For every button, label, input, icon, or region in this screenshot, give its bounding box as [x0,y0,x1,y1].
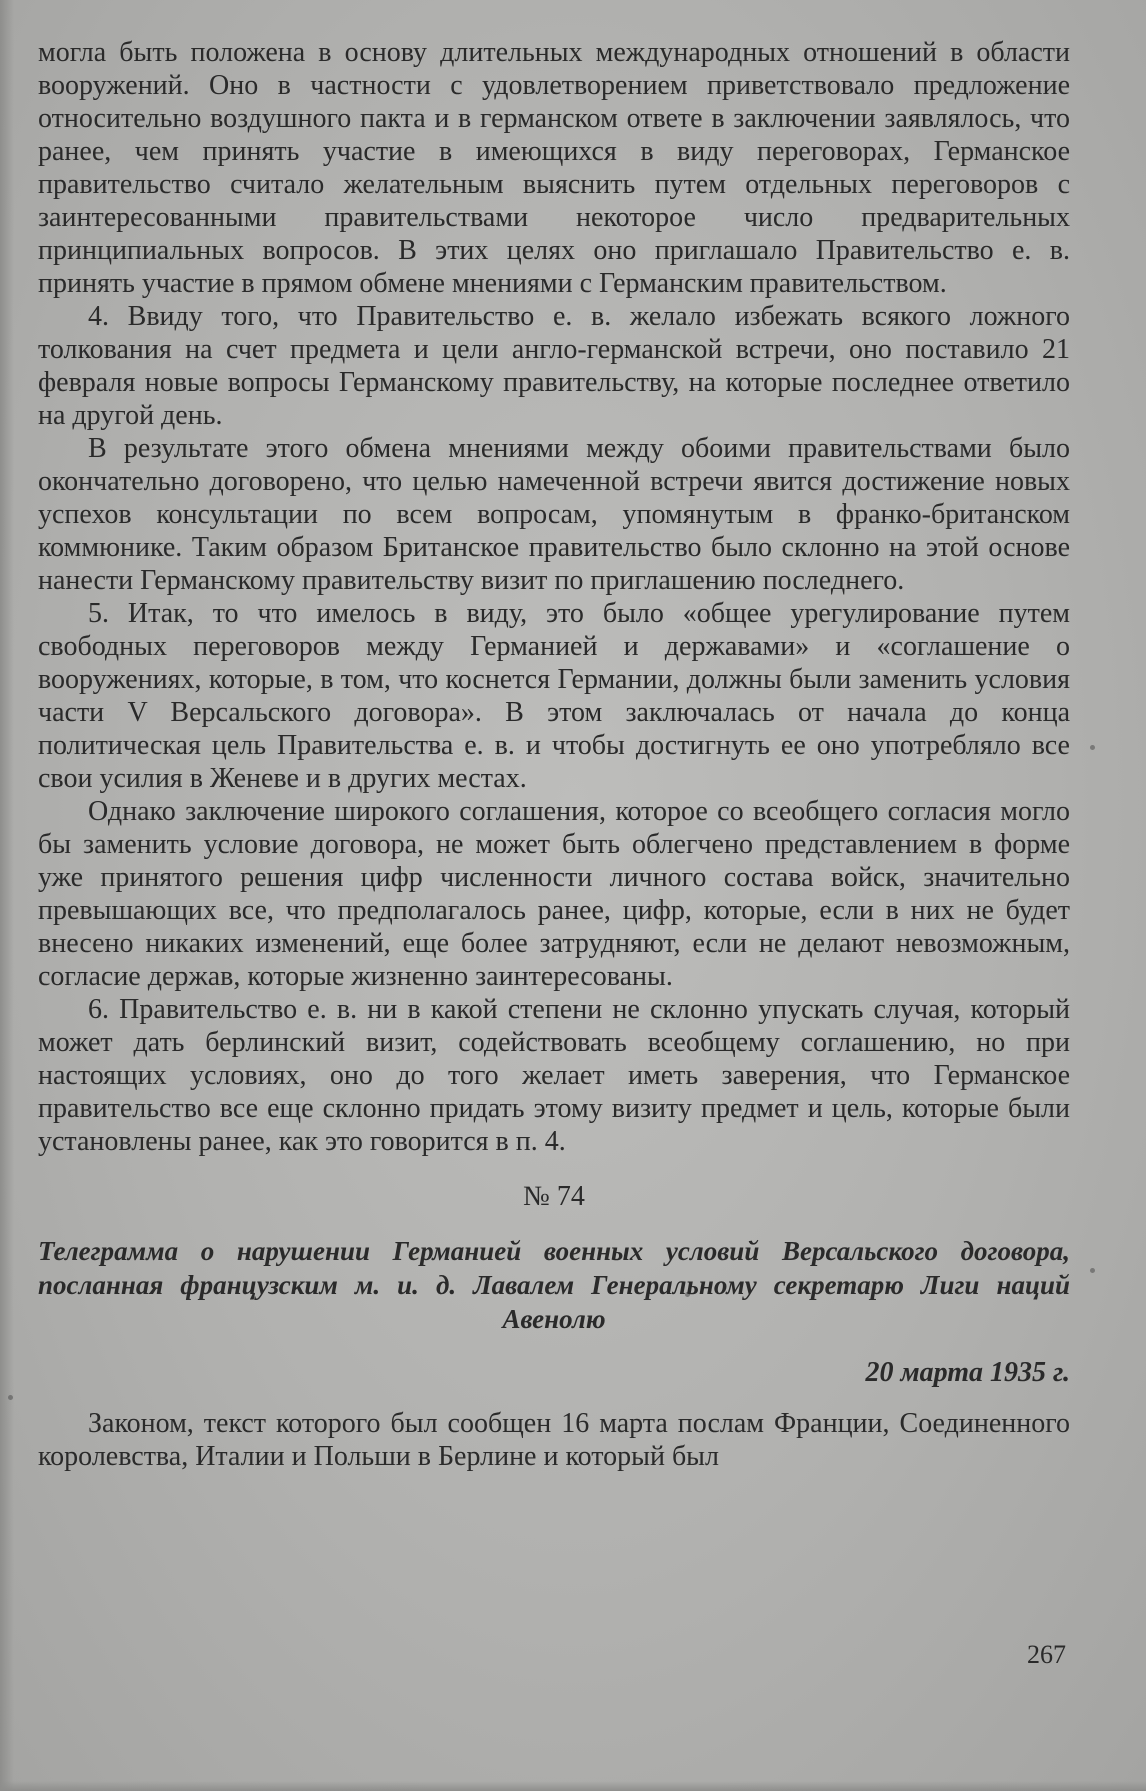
document-number: № 74 [523,1181,585,1212]
paragraph: Однако заключение широкого соглашения, которое со всеобщего согласия могло бы заменить условие договора, не может быть облегчено представлением в форме уже принятого решения цифр численности личного состава войск, значительно превышающих все, что предполагалось ранее, цифр, которые, если в них не будет внесено никаких изменений, еще более затрудняют, если не делают невозможным, согласие держав, которые жизненно заинтересованы. [38,796,1070,992]
paragraph-point-5: 5. Итак, то что имелось в виду, это было «общее урегулирование путем свободных переговоров между Германией и державами» и «соглашение о вооружениях, которые, в том, что коснется Германии, должны были заменить условия части V Версальского договора». В этом заключалась от начала до конца политическая цель Правительства е. в. и чтобы достигнуть ее оно употребляло все свои усилия в Женеве и в других местах. [38,598,1070,794]
print-speck [8,1395,13,1400]
page-text [38,36,1070,1473]
page-edge-shadow [0,0,14,1791]
paragraph-point-4: 4. Ввиду того, что Правительство е. в. желало избежать всякого ложного толкования на счет предмета и цели англо-германской встречи, оно поставило 21 февраля новые вопросы Германскому правительству, на которые последнее ответило на другой день. [38,301,1070,431]
paragraph-continued: могла быть положена в основу длительных международных отношений в области вооружений. Оно в частности с удовлетворением приветствовало предложение относительно воздушного пакта и в германском ответе в заключении заявлялось, что ранее, чем принять участие в имеющихся в виду переговорах, Германское правительство считало желательным выяснить путем отдельных переговоров с заинтересованными правительствами некоторое число предварительных принципиальных вопросов. В этих целях оно приглашало Правительство е. в. принять участие в прямом обмене мнениями с Германским правительством. [38,37,1070,299]
document-body: Законом, текст которого был сообщен 16 марта послам Франции, Соединенного королевства, Италии и Польши в Берлине и который был [38,1408,1070,1472]
document-title: Телеграмма о нарушении Германией военных условий Версальского договора, посланная французским м. и. д. Лавалем Генеральному секретарю Лиги наций Авенолю [38,1236,1070,1334]
paragraph-point-6: 6. Правительство е. в. ни в какой степени не склонно упускать случая, который может дать берлинский визит, содействовать всеобщему соглашению, но при настоящих условиях, оно до того желает иметь заверения, что Германское правительство все еще склонно придать этому визиту предмет и цель, которые были установлены ранее, как это говорится в п. 4. [38,994,1070,1157]
print-speck [1090,745,1095,750]
page-bottom-shadow [0,1781,1146,1791]
document-date: 20 марта 1935 г. [865,1357,1070,1388]
print-speck [1090,1268,1095,1273]
paragraph: В результате этого обмена мнениями между обоими правительствами было окончательно договорено, что целью намеченной встречи явится достижение новых успехов консультации по всем вопросам, упомянутым в франко-британском коммюнике. Таким образом Британское правительство было склонно на этой основе нанести Германскому правительству визит по приглашению последнего. [38,433,1070,596]
page-number: 267 [1027,1640,1066,1669]
